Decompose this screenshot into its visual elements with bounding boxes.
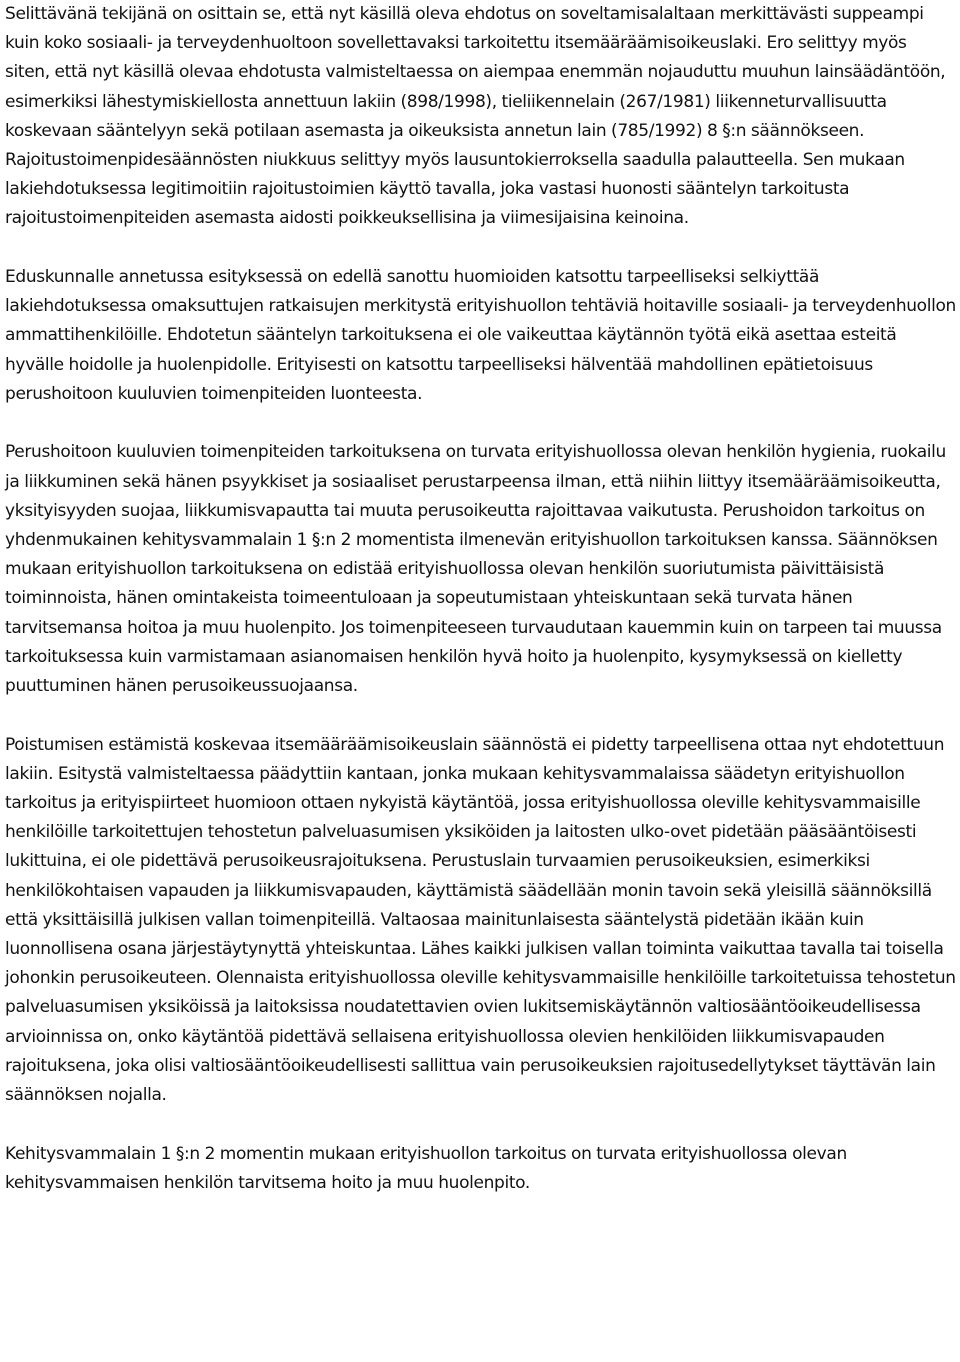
- paragraph-3: Perushoitoon kuuluvien toimenpiteiden tarkoituksena on turvata erityishuollossa olevan henkilön hygienia, ruokailu ja liikkuminen sekä hänen psyykkiset ja sosiaaliset perustarpeensa ilman, että niihin liittyy itsemääräämisoikeutta, yksityisyyden suojaa, liikkumisvapautta tai muuta perusoikeutta rajoittavaa vaikutusta. Perushoidon tarkoitus on yhdenmukainen kehitysvammalain 1 §:n 2 momentista ilmenevän erityishuollon tarkoituksen kanssa. Säännöksen mukaan erityishuollon tarkoituksena on edistää erityishuollossa olevan henkilön suoriutumista päivittäisistä toiminnoista, hänen omintakeista toimeentuloaan ja sopeutumistaan yhteiskuntaan sekä turvata hänen tarvitsemansa hoitoa ja muu huolenpito. Jos toimenpiteeseen turvaudutaan kauemmin kuin on tarpeen tai muussa tarkoituksessa kuin varmistamaan asianomaisen henkilön hyvä hoito ja huolenpito, kysymyksessä on kielletty puuttuminen hänen perusoikeussuojaansa.: [5, 442, 946, 697]
- paragraph-5: Kehitysvammalain 1 §:n 2 momentin mukaan erityishuollon tarkoitus on turvata erityishuollossa olevan kehitysvammaisen henkilön tarvitsema hoito ja muu huolenpito.: [5, 1143, 847, 1193]
- paragraph-2: Eduskunnalle annetussa esityksessä on edellä sanottu huomioiden katsottu tarpeelliseksi selkiyttää lakiehdotuksessa omaksuttujen ratkaisujen merkitystä erityishuollon tehtäviä hoitaville sosiaali- ja terveydenhuollon ammattihenkilöille. Ehdotetun sääntelyn tarkoituksena ei ole vaikeuttaa käytännön työtä eikä asettaa esteitä hyvälle hoidolle ja huolenpidolle. Erityisesti on katsottu tarpeelliseksi hälventää mahdollinen epätietoisuus perushoitoon kuuluvien toimenpiteiden luonteesta.: [5, 267, 956, 404]
- paragraph-1: Selittävänä tekijänä on osittain se, että nyt käsillä oleva ehdotus on soveltamisalaltaan merkittävästi suppeampi kuin koko sosiaali- ja terveydenhuoltoon sovellettavaksi tarkoitettu itsemääräämisoikeuslaki. Ero selittyy myös siten, että nyt käsillä olevaa ehdotusta valmisteltaessa on aiempaa enemmän nojauduttu muuhun lainsäädäntöön, esimerkiksi lähestymiskiellosta annettuun lakiin (898/1998), tieliikennelain (267/1981) liikenneturvallisuutta koskevaan sääntelyyn sekä potilaan asemasta ja oikeuksista annetun lain (785/1992) 8 §:n säännökseen. Rajoitustoimenpidesäännösten niukkuus selittyy myös lausuntokierroksella saadulla palautteella. Sen mukaan lakiehdotuksessa legitimoitiin rajoitustoimien käyttö tavalla, joka vastasi huonosti sääntelyn tarkoitusta rajoitustoimenpiteiden asemasta aidosti poikkeuksellisina ja viimesijaisina keinoina.: [5, 4, 946, 229]
- paragraph-4: Poistumisen estämistä koskevaa itsemääräämisoikeuslain säännöstä ei pidetty tarpeellisena ottaa nyt ehdotettuun lakiin. Esitystä valmisteltaessa päädyttiin kantaan, jonka mukaan kehitysvammalaissa säädetyn erityishuollon tarkoitus ja erityispiirteet huomioon ottaen nykyistä käytäntöä, jossa erityishuollossa oleville kehitysvammaisille henkilöille tarkoitettujen tehostetun palveluasumisen yksiköiden ja laitosten ulko-ovet pidetään pääsääntöisesti lukittuina, ei ole pidettävä perusoikeusrajoituksena. Perustuslain turvaamien perusoikeuksien, esimerkiksi henkilökohtaisen vapauden ja liikkumisvapauden, käyttämistä säädellään monin tavoin sekä yleisillä säännöksillä että yksittäisillä julkisen vallan toimenpiteillä. Valtaosaa mainitunlaisesta sääntelystä pidetään ikään kuin luonnollisena osana järjestäytynyttä yhteiskuntaa. Lähes kaikki julkisen vallan toiminta vaikuttaa tavalla tai toisella johonkin perusoikeuteen. Olennaista erityishuollossa oleville kehitysvammaisille henkilöille tarkoitetuissa tehostetun palveluasumisen yksiköissä ja laitoksissa noudatettavien ovien lukitsemiskäytännön valtiosääntöoikeudellisessa arvioinnissa on, onko käytäntöä pidettävä sellaisena erityishuollossa olevien henkilöiden liikkumisvapauden rajoituksena, joka olisi valtiosääntöoikeudellisesti sallittua vain perusoikeuksien rajoitusedellytykset täyttävän lain säännöksen nojalla.: [5, 734, 956, 1106]
